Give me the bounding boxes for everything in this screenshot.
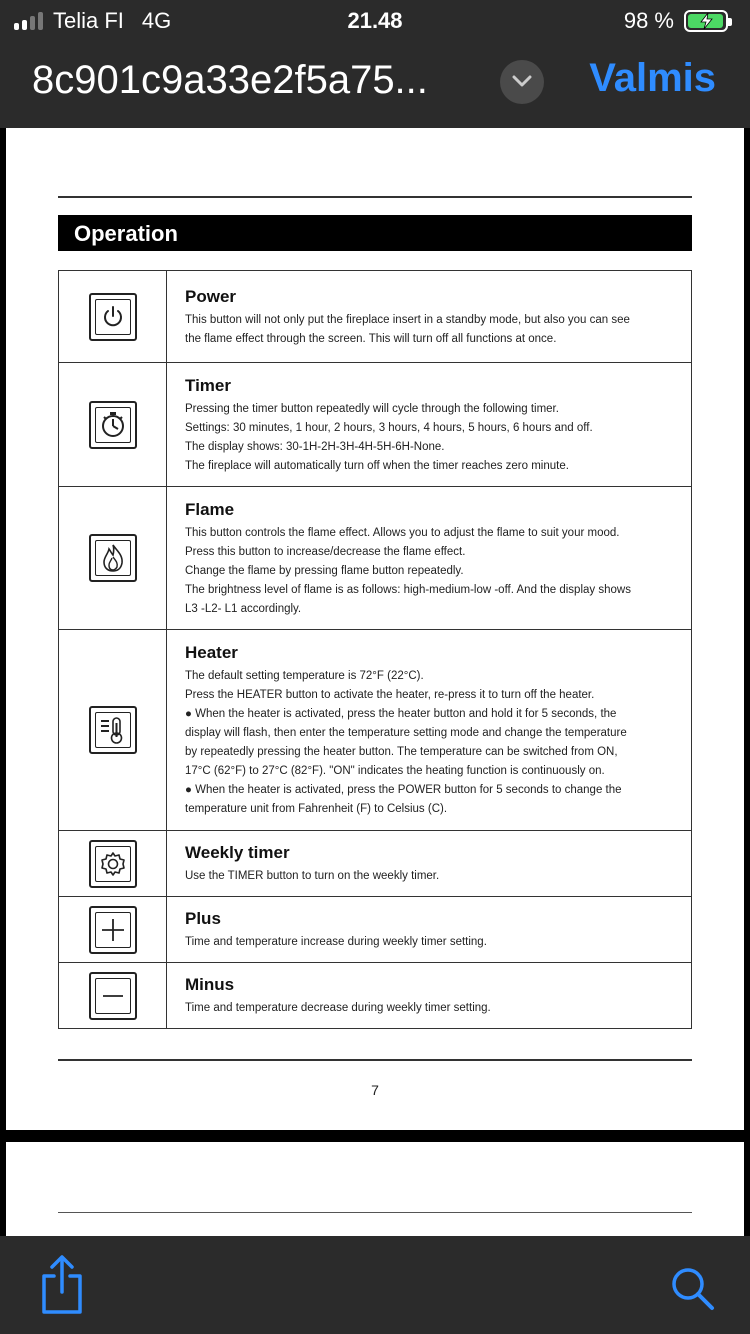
text-cell (167, 831, 692, 897)
row-line: Time and temperature decrease during weekly timer setting. (185, 1002, 491, 1014)
status-right (624, 8, 728, 34)
row-title: Weekly timer (185, 843, 290, 862)
table-row (59, 363, 692, 487)
row-line: This button will not only put the fireplace insert in a standby mode, but also you can see (185, 313, 630, 326)
minus-icon (89, 972, 137, 1020)
row-line: temperature unit from Fahrenheit (F) to Celsius (C). (185, 803, 448, 815)
document-title: 8c901c9a33e2f5a75... (32, 58, 428, 102)
page-number: 7 (371, 1082, 379, 1098)
table-row (59, 487, 692, 630)
flame-icon (89, 534, 137, 582)
plus-icon (89, 906, 137, 954)
document-nav-bar (0, 48, 750, 118)
icon-cell (59, 271, 167, 363)
share-icon (36, 1254, 88, 1316)
icon-cell (59, 963, 167, 1029)
icon-cell (59, 487, 167, 630)
row-line: The brightness level of flame is as follows: high-medium-low -off. And the display shows (185, 583, 631, 596)
carrier-name: Telia FI (53, 8, 124, 33)
operations-table (58, 270, 692, 1029)
row-line: Pressing the timer button repeatedly will cycle through the following timer. (185, 402, 559, 415)
document-viewer[interactable] (0, 128, 750, 1236)
row-title: Power (185, 286, 237, 306)
row-line: Time and temperature increase during weekly timer setting. (185, 936, 487, 948)
table-row (59, 630, 692, 831)
row-line: ● When the heater is activated, press the POWER button for 5 seconds to change the (185, 784, 622, 796)
bottom-toolbar (0, 1236, 750, 1334)
text-cell (167, 487, 692, 630)
row-line: This button controls the flame effect. Allows you to adjust the flame to suit your mood. (185, 526, 620, 539)
icon-cell (59, 831, 167, 897)
search-icon (670, 1266, 716, 1312)
status-time: 21.48 (347, 8, 403, 33)
section-header: Operation (58, 215, 692, 251)
done-button[interactable]: Valmis (589, 56, 716, 100)
row-line: The display shows: 30-1H-2H-3H-4H-5H-6H-None. (185, 440, 445, 453)
text-cell (167, 963, 692, 1029)
timer-icon (89, 401, 137, 449)
row-title: Flame (185, 499, 235, 519)
row-line: the flame effect through the screen. This will turn off all functions at once. (185, 332, 557, 345)
search-button[interactable] (670, 1266, 716, 1317)
row-line: Press the HEATER button to activate the heater, re-press it to turn off the heater. (185, 689, 595, 701)
status-bar (0, 0, 750, 40)
icon-cell (59, 363, 167, 487)
row-line: display will flash, then enter the temperature setting mode and change the temperature (185, 727, 627, 739)
row-line: The default setting temperature is 72°F (22°C). (185, 670, 424, 682)
battery-charging-icon (684, 10, 728, 32)
text-cell (167, 897, 692, 963)
row-line: Use the TIMER button to turn on the weekly timer. (185, 870, 440, 882)
power-icon (89, 293, 137, 341)
row-line: by repeatedly pressing the heater button. The temperature can be switched from ON, (185, 746, 618, 758)
text-cell (167, 363, 692, 487)
heater-icon (89, 706, 137, 754)
chevron-down-icon (512, 74, 532, 88)
row-line: Change the flame by pressing flame button repeatedly. (185, 564, 464, 577)
top-rule (58, 196, 692, 198)
table-row (59, 271, 692, 363)
title-menu-button[interactable] (500, 60, 544, 104)
row-title: Plus (185, 909, 221, 928)
row-line: Press this button to increase/decrease the flame effect. (185, 545, 466, 558)
text-cell (167, 630, 692, 831)
battery-percent: 98 % (623, 8, 674, 33)
table-row (59, 897, 692, 963)
next-page-preview (6, 1142, 744, 1236)
network-type: 4G (141, 8, 172, 33)
table-row (59, 963, 692, 1029)
row-line: ● When the heater is activated, press the heater button and hold it for 5 seconds, the (185, 708, 617, 720)
row-line: 17°C (62°F) to 27°C (82°F). "ON" indicates the heating function is continuously on. (185, 765, 605, 777)
icon-cell (59, 897, 167, 963)
bottom-rule (58, 1059, 692, 1061)
table-row (59, 831, 692, 897)
row-line: L3 -L2- L1 accordingly. (185, 602, 302, 615)
row-title: Timer (185, 375, 231, 395)
row-line: Settings: 30 minutes, 1 hour, 2 hours, 3 hours, 4 hours, 5 hours, 6 hours and off. (185, 421, 593, 434)
row-title: Minus (185, 975, 235, 994)
top-rule (58, 1212, 692, 1213)
document-page (6, 128, 744, 1130)
row-title: Heater (185, 643, 238, 662)
text-cell (167, 271, 692, 363)
share-button[interactable] (36, 1254, 88, 1321)
row-line: The fireplace will automatically turn off when the timer reaches zero minute. (185, 459, 569, 472)
top-bar (0, 0, 750, 128)
icon-cell (59, 630, 167, 831)
gear-icon (89, 840, 137, 888)
